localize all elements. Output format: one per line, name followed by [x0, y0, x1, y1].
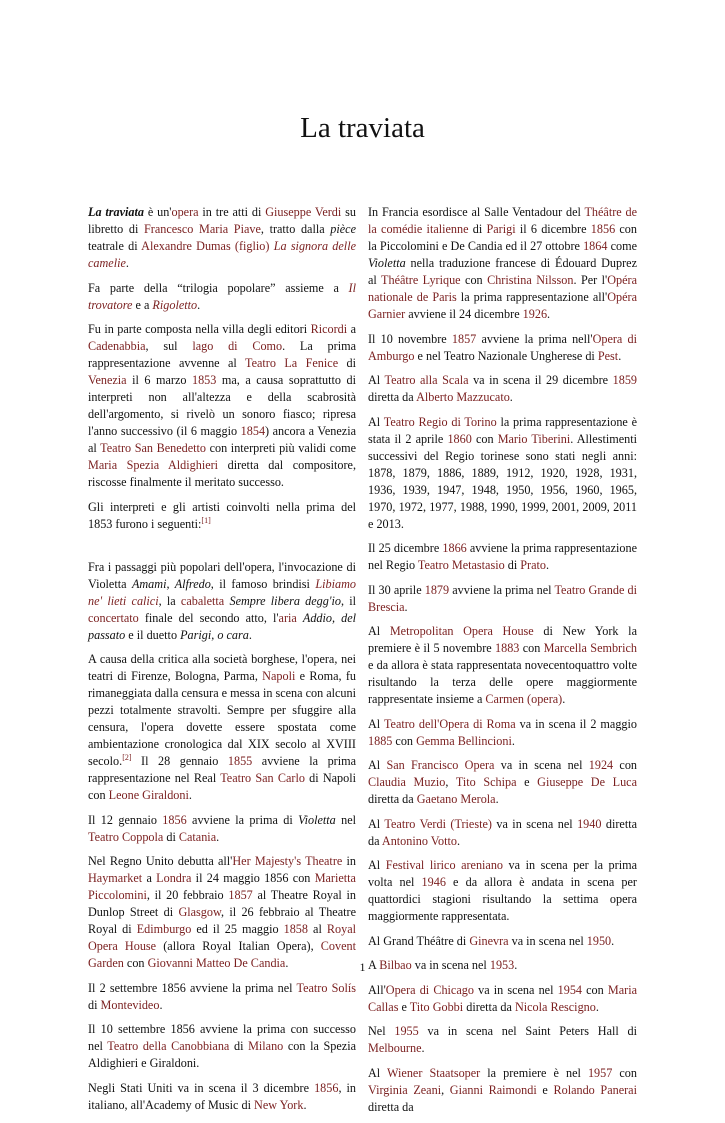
- inline-link[interactable]: Rigoletto: [152, 297, 198, 312]
- inline-link[interactable]: Pest: [597, 348, 619, 363]
- paragraph: [368, 204, 637, 323]
- text-run: All': [368, 982, 386, 997]
- text-run: e da allora è stata rappresentata novecentoquattro volte risultando la terza delle opere maggiormente rappresentate insieme a: [368, 658, 637, 706]
- inline-link[interactable]: 1853: [191, 373, 217, 387]
- text-run: e il duetto: [125, 627, 181, 642]
- text-run: .: [159, 997, 163, 1012]
- paragraph: [88, 980, 356, 1014]
- inline-link[interactable]: Teatro Regio di Torino: [383, 414, 497, 429]
- inline-link[interactable]: concertato: [88, 610, 139, 625]
- inline-link[interactable]: Teatro San Carlo: [220, 771, 305, 785]
- inline-link[interactable]: Rolando Panerai: [553, 1082, 637, 1097]
- inline-link[interactable]: Metropolitan Opera House: [389, 624, 534, 638]
- text-run: .: [456, 833, 460, 848]
- page-number: 1: [359, 960, 366, 974]
- inline-link[interactable]: 1860: [447, 431, 472, 446]
- text-run: con: [519, 641, 544, 655]
- paragraph: [368, 623, 637, 708]
- text-run: al Theatre Royal in Dunlop Street di: [88, 888, 356, 919]
- text-run: ,: [445, 775, 456, 789]
- paragraph: [88, 204, 356, 272]
- inline-link[interactable]: Teatro Metastasio: [417, 558, 505, 572]
- inline-link[interactable]: San Francisco Opera: [386, 758, 495, 772]
- text-run: e: [516, 775, 538, 789]
- inline-link[interactable]: 1879: [424, 582, 450, 597]
- text-run: Il 2 settembre 1856 avviene la prima nel: [88, 980, 297, 995]
- text-run: va in scena il 2 maggio: [515, 716, 637, 731]
- paragraph: [88, 1021, 356, 1072]
- text-run: va in scena nel Saint Peters Hall di: [418, 1024, 637, 1038]
- inline-link[interactable]: 1946: [421, 875, 446, 889]
- inline-link[interactable]: Leone Giraldoni: [108, 788, 189, 802]
- inline-link[interactable]: Venezia: [88, 373, 127, 387]
- inline-link[interactable]: Giovanni Matteo De Candia: [147, 956, 286, 970]
- text-run: con la Spezia Aldighieri e Giraldoni.: [88, 1039, 356, 1070]
- text-run: , il 20 febbraio: [146, 888, 229, 902]
- text-run: Nel Regno Unito debutta all': [88, 854, 233, 868]
- text-run: diretta dal compositore, riscosse finalmente il meritato successo.: [88, 458, 356, 489]
- inline-link[interactable]: lago di Como: [192, 339, 283, 353]
- text-run: di: [338, 356, 357, 370]
- footnote-marker: [122, 753, 131, 762]
- inline-link[interactable]: Cadenabbia: [88, 339, 146, 353]
- inline-link[interactable]: Ricordi: [310, 322, 348, 336]
- paragraph: [368, 372, 637, 406]
- text-run: .: [595, 999, 599, 1014]
- text-run: Il 10 settembre 1856 avviene la prima con successo nel: [88, 1022, 356, 1053]
- text-run: Fa parte della “trilogia popolare” assieme a: [88, 280, 349, 295]
- inline-link[interactable]: Teatro della Canobbiana: [107, 1039, 230, 1053]
- inline-link[interactable]: Claudia Muzio: [368, 775, 446, 789]
- text-run: diretta da: [368, 1099, 414, 1114]
- text-run: di: [88, 997, 101, 1012]
- text-run: .: [511, 733, 515, 748]
- inline-link[interactable]: 1885: [368, 733, 393, 748]
- text-run: la prima rappresentazione all': [456, 290, 608, 304]
- text-run: Amami, Alfredo: [131, 576, 211, 591]
- text-run: con: [392, 733, 417, 748]
- text-run: come: [607, 239, 637, 253]
- inline-link[interactable]: Milano: [248, 1039, 284, 1053]
- text-run: di: [504, 558, 521, 572]
- paragraph: [88, 853, 356, 972]
- text-run: con: [582, 982, 608, 997]
- text-run: con interpreti più validi come: [206, 441, 356, 455]
- text-run: Il 10 novembre: [368, 331, 452, 346]
- paragraph: [368, 857, 637, 925]
- inline-link[interactable]: Covent Garden: [88, 939, 356, 970]
- text-run: .: [188, 788, 192, 802]
- text-run: .: [618, 348, 622, 363]
- text-run: , il: [340, 593, 356, 608]
- text-run: il 24 maggio 1856 con: [191, 871, 315, 885]
- text-run: e a: [132, 297, 153, 312]
- inline-link[interactable]: Maria Spezia Aldighieri: [88, 458, 219, 472]
- inline-link[interactable]: Teatro Coppola: [88, 829, 164, 844]
- text-run: il 6 marzo: [126, 373, 192, 387]
- inline-link[interactable]: Opéra nationale de Paris: [368, 273, 637, 304]
- text-run: ,: [441, 1082, 450, 1097]
- inline-link[interactable]: Giuseppe De Luca: [537, 775, 637, 789]
- text-run: e: [398, 999, 410, 1014]
- inline-link[interactable]: 1859: [612, 373, 638, 387]
- text-run: ma, a causa soprattutto di interpreti non all'altezza e della scabrosità dell'argomento, si rivelò un sonoro fiasco; ripresa l'anno successivo (il 6 maggio: [88, 373, 356, 438]
- text-run: la prima rappresentazione è stata il 2 aprile: [368, 414, 638, 446]
- text-run: Al: [368, 1065, 388, 1080]
- inline-link[interactable]: 1950: [586, 933, 612, 948]
- text-run: avviene la prima nel: [449, 582, 555, 597]
- inline-link[interactable]: La signora delle camelie: [88, 239, 356, 270]
- inline-link[interactable]: 1883: [495, 641, 520, 655]
- inline-link[interactable]: Libiamo ne' lieti calici: [88, 576, 356, 608]
- inline-link[interactable]: Théâtre de la comédie italienne: [368, 205, 637, 236]
- text-run: .: [514, 958, 518, 972]
- inline-link[interactable]: 1856: [590, 222, 616, 236]
- text-run: con: [613, 758, 638, 772]
- text-run: .: [495, 792, 499, 806]
- page-title: La traviata: [300, 112, 425, 144]
- text-run: e: [536, 1082, 554, 1097]
- paragraph: [368, 540, 637, 574]
- text-run: il 6 dicembre: [515, 222, 591, 236]
- footnote-reference-link[interactable]: [1]: [201, 515, 211, 525]
- text-run: va in scena il 29 dicembre: [468, 373, 613, 387]
- inline-link[interactable]: 1856: [314, 1080, 339, 1095]
- text-run: Negli Stati Uniti va in scena il 3 dicembre: [88, 1080, 315, 1095]
- text-run: avviene la prima di: [186, 812, 299, 827]
- text-run: .: [197, 297, 201, 312]
- text-run: Violetta: [368, 256, 406, 270]
- inline-link[interactable]: 1940: [577, 816, 602, 831]
- inline-link[interactable]: Teatro Grande di Brescia: [368, 582, 637, 614]
- inline-link[interactable]: Catania: [178, 829, 217, 844]
- inline-link[interactable]: Parigi: [486, 222, 516, 236]
- inline-link[interactable]: Alberto Mazzucato: [416, 390, 510, 404]
- text-run: Al: [368, 624, 390, 638]
- inline-link[interactable]: Opéra Garnier: [368, 290, 637, 321]
- text-run: al: [307, 922, 327, 936]
- text-run: a: [347, 322, 356, 336]
- text-run: va in scena nel: [494, 758, 589, 772]
- paragraph: [88, 559, 356, 644]
- text-run: . Allestimenti successivi del Regio torinese sono stati negli anni: 1878, 1879, 1886, 1889, 1912, 1920, 1928, 1931, 1936, 1939, 1947, 1948, 1950, 1956, 1960, 1965, 1970, 1972, 1977, 1988, 1990, 1999, 2001, 2009, 2011 e 2013.: [368, 431, 637, 531]
- inline-link[interactable]: 1856: [162, 812, 187, 827]
- text-run: Fra i passaggi più popolari dell'opera, l'invocazione di Violetta: [88, 559, 356, 591]
- inline-link[interactable]: 1857: [451, 331, 477, 346]
- inline-link[interactable]: Glasgow: [178, 905, 221, 919]
- inline-link[interactable]: Ginevra: [469, 933, 509, 948]
- text-run: Gli interpreti e gli artisti coinvolti nella prima del 1853 furono i seguenti:: [88, 499, 356, 531]
- inline-link[interactable]: 1857: [228, 888, 253, 902]
- inline-link[interactable]: New York: [254, 1097, 304, 1112]
- paragraph: [368, 716, 637, 750]
- text-run: con: [612, 1065, 637, 1080]
- text-run: Nel: [368, 1024, 395, 1038]
- inline-link[interactable]: Teatro San Benedetto: [100, 441, 207, 455]
- text-run: .: [285, 956, 289, 970]
- text-run: finale del secondo atto, l': [138, 610, 279, 625]
- paragraph: [368, 331, 637, 365]
- text-run: con: [471, 431, 498, 446]
- inline-link[interactable]: cabaletta: [180, 593, 225, 608]
- inline-link[interactable]: Her Majesty's Theatre: [232, 854, 343, 868]
- right-column: [368, 204, 637, 1123]
- text-run: in: [342, 854, 357, 868]
- inline-link[interactable]: Marietta Piccolomini: [88, 871, 356, 902]
- text-run: Il 30 aprile: [368, 582, 425, 597]
- footnote-marker: [201, 515, 210, 524]
- paragraph: [88, 280, 356, 314]
- text-run: con: [123, 956, 148, 970]
- text-run: . La prima rappresentazione avvenne al: [88, 339, 356, 370]
- text-run: avviene la prima rappresentazione nel Real: [88, 754, 356, 785]
- inline-link[interactable]: Alexandre Dumas (figlio): [141, 239, 270, 253]
- text-run: teatrale di: [88, 239, 142, 253]
- paragraph: [368, 1023, 637, 1057]
- text-run: .: [547, 307, 551, 321]
- text-run: Al: [368, 414, 384, 429]
- text-run: Addio, del passato: [88, 610, 356, 642]
- text-run: Al: [368, 716, 384, 731]
- text-run: , il famoso brindisi: [210, 576, 316, 591]
- text-run: e da allora è andata in scena per quattordici stagioni risultando la settima opera maggiormente rappresentata.: [368, 875, 637, 923]
- text-run: avviene la prima nell': [476, 331, 593, 346]
- text-run: Il 12 gennaio: [88, 812, 163, 827]
- inline-link[interactable]: Christina Nilsson: [487, 273, 574, 287]
- paragraph: [368, 1065, 637, 1116]
- text-run: di Napoli con: [88, 771, 357, 802]
- inline-link[interactable]: 1955: [394, 1024, 419, 1038]
- text-run: di: [163, 829, 179, 844]
- inline-link[interactable]: Teatro alla Scala: [384, 373, 469, 387]
- inline-link[interactable]: Carmen (opera): [485, 692, 563, 706]
- inline-link[interactable]: Théâtre Lyrique: [381, 273, 461, 287]
- inline-link[interactable]: opera: [171, 205, 199, 219]
- text-run: e nel Teatro Nazionale Ungherese di: [414, 348, 598, 363]
- inline-link[interactable]: 1924: [588, 758, 614, 772]
- text-run: .: [216, 829, 220, 844]
- inline-link[interactable]: Maria Callas: [368, 982, 637, 1014]
- inline-link[interactable]: Antonino Votto: [381, 833, 457, 848]
- inline-link[interactable]: Melbourne: [368, 1041, 422, 1055]
- paragraph: [88, 499, 356, 533]
- text-run: , la: [158, 593, 181, 608]
- text-run: avviene la prima rappresentazione nel Regio: [368, 541, 637, 572]
- text-run: nel: [335, 812, 356, 827]
- inline-link[interactable]: Bilbao: [379, 958, 412, 972]
- inline-link[interactable]: Teatro La Fenice: [244, 356, 339, 370]
- text-run: Al Grand Théâtre di: [368, 933, 470, 948]
- text-run: e Roma, fu rimaneggiata dalla censura e messa in scena con alcuni pezzi totalmente stravolti. Sempre per sfuggire alla censura, l'opera dovette essere spostata come ambientazione cronologica dal XIX secolo al XVIII secolo.: [88, 669, 357, 768]
- text-run: , il 26 febbraio al Theatre Royal di: [88, 905, 356, 936]
- text-run: con la Piccolomini e De Candia ed il 27 ottobre: [368, 222, 637, 253]
- inline-link[interactable]: Francesco Maria Piave: [143, 222, 261, 236]
- text-run: Fu in parte composta nella villa degli editori: [88, 322, 311, 336]
- text-run: di New York la premiere è il 5 novembre: [368, 624, 637, 655]
- inline-link[interactable]: Il trovatore: [88, 280, 356, 312]
- inline-link[interactable]: 1864: [583, 239, 608, 253]
- text-run: è un': [143, 205, 172, 219]
- text-run: (allora Royal Italian Opera),: [156, 939, 321, 953]
- inline-link[interactable]: Wiener Staatsoper: [387, 1065, 481, 1080]
- text-run: diretta da: [368, 390, 417, 404]
- text-run: Sempre libera degg'io: [229, 593, 341, 608]
- text-run: Il 25 dicembre: [368, 541, 443, 555]
- inline-link[interactable]: Royal Opera House: [88, 922, 357, 953]
- text-run: Parigi, o cara: [180, 627, 249, 642]
- inline-link[interactable]: Gemma Bellincioni: [416, 733, 512, 748]
- text-run: diretta da: [368, 792, 417, 806]
- left-column: [88, 204, 356, 1121]
- text-run: In Francia esordisce al Salle Ventadour del: [368, 205, 585, 219]
- paragraph: [368, 414, 637, 533]
- paragraph: [368, 582, 637, 616]
- text-run: va in scena per la prima volta nel: [368, 858, 637, 889]
- inline-link[interactable]: Mario Tiberini: [497, 431, 571, 446]
- text-run: Il 28 gennaio: [131, 754, 228, 768]
- inline-link[interactable]: 1854: [240, 424, 266, 438]
- inline-link[interactable]: aria: [278, 610, 297, 625]
- text-run: .: [562, 692, 566, 706]
- inline-link[interactable]: 1954: [557, 982, 582, 997]
- text-run: , sul: [145, 339, 193, 353]
- text-run: . Per l': [573, 273, 608, 287]
- text-run: La traviata: [88, 205, 144, 219]
- inline-link[interactable]: Virginia Zeani: [368, 1082, 442, 1097]
- text-run: su libretto di: [88, 205, 356, 236]
- text-run: Al: [368, 858, 386, 872]
- inline-link[interactable]: Teatro Verdi (Trieste): [384, 816, 492, 831]
- text-run: .: [546, 558, 550, 572]
- text-run: va in scena nel: [508, 933, 587, 948]
- text-run: .: [421, 1041, 425, 1055]
- inline-link[interactable]: Teatro Solís: [296, 980, 356, 995]
- text-run: Al: [368, 816, 385, 831]
- inline-link[interactable]: Opera di Chicago: [385, 982, 474, 997]
- inline-link[interactable]: Montevideo: [100, 997, 160, 1012]
- text-run: diretta da: [463, 999, 515, 1014]
- text-run: di: [229, 1039, 249, 1053]
- text-run: va in scena nel: [491, 816, 578, 831]
- inline-link[interactable]: 1957: [587, 1065, 613, 1080]
- inline-link[interactable]: 1926: [522, 307, 548, 321]
- inline-link[interactable]: Tito Gobbi: [409, 999, 464, 1014]
- text-run: va in scena nel: [411, 958, 490, 972]
- text-run: .: [248, 627, 252, 642]
- inline-link[interactable]: Tito Schipa: [455, 775, 517, 789]
- text-run: .: [125, 256, 129, 270]
- text-run: Al: [368, 373, 385, 387]
- text-run: ed il 25 maggio: [191, 922, 284, 936]
- text-run: di: [468, 222, 487, 236]
- inline-link[interactable]: Nicola Rescigno: [514, 999, 596, 1014]
- inline-link[interactable]: Londra: [156, 871, 192, 885]
- inline-link[interactable]: Gaetano Merola: [416, 792, 496, 806]
- inline-link[interactable]: Teatro dell'Opera di Roma: [383, 716, 516, 731]
- inline-link[interactable]: Napoli: [262, 669, 296, 683]
- paragraph: [368, 982, 637, 1016]
- inline-link[interactable]: 1866: [442, 541, 467, 555]
- text-run: .: [303, 1097, 307, 1112]
- paragraph: [368, 816, 637, 850]
- text-run: A causa della critica alla società borghese, l'opera, nei teatri di Firenze, Bologna, Parma,: [88, 652, 356, 683]
- text-run: diretta da: [368, 816, 638, 848]
- inline-link[interactable]: Giuseppe Verdi: [265, 205, 342, 219]
- inline-link[interactable]: 1855: [227, 754, 253, 768]
- inline-link[interactable]: Gianni Raimondi: [449, 1082, 537, 1097]
- text-run: la premiere è nel: [480, 1065, 588, 1080]
- text-run: avviene il 24 dicembre: [405, 307, 523, 321]
- inline-link[interactable]: Festival lirico areniano: [385, 858, 504, 872]
- paragraph: [88, 651, 356, 804]
- text-run: .: [404, 599, 408, 614]
- inline-link[interactable]: Haymarket: [88, 871, 143, 885]
- text-run: .: [611, 933, 615, 948]
- text-run: con: [460, 273, 488, 287]
- text-run: Violetta: [298, 812, 336, 827]
- text-run: ) ancora a Venezia al: [88, 424, 356, 455]
- inline-link[interactable]: Opera di Amburgo: [368, 331, 637, 363]
- text-run: in tre atti di: [198, 205, 266, 219]
- text-run: a: [142, 871, 157, 885]
- inline-link[interactable]: Prato: [520, 558, 546, 572]
- text-run: A: [368, 958, 380, 972]
- text-run: va in scena nel: [473, 982, 558, 997]
- paragraph: [368, 933, 637, 950]
- text-run: Al: [368, 758, 387, 772]
- paragraph: [88, 321, 356, 491]
- text-run: pièce: [330, 222, 356, 236]
- paragraph: [368, 757, 637, 808]
- paragraph: [88, 812, 356, 846]
- text-run: , in italiano, all'Academy of Music di: [88, 1080, 357, 1112]
- text-run: nella traduzione francese di Édouard Duprez al: [368, 256, 637, 287]
- text-run: , tratto dalla: [260, 222, 331, 236]
- paragraph: [88, 1080, 356, 1114]
- inline-link[interactable]: Marcella Sembrich: [543, 641, 638, 655]
- text-run: .: [509, 390, 513, 404]
- inline-link[interactable]: 1858: [283, 922, 308, 936]
- footnote-reference-link[interactable]: [2]: [122, 752, 132, 762]
- inline-link[interactable]: Edimburgo: [136, 922, 192, 936]
- inline-link[interactable]: 1953: [489, 958, 515, 972]
